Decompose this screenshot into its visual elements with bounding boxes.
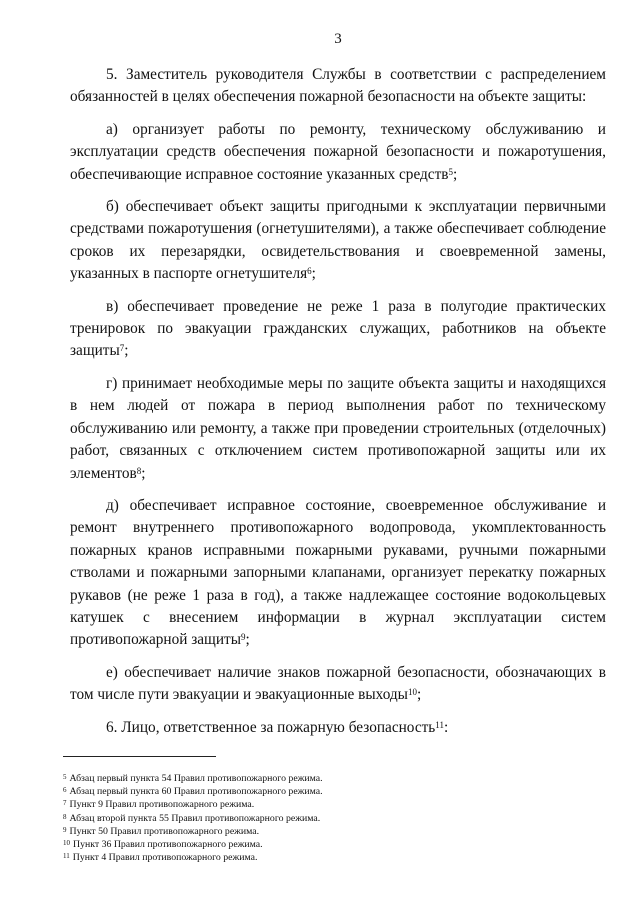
paragraph-subitem-b: б) обеспечивает объект защиты пригодными к эксплуатации первичными средствами пожаротушения (огнетушителями), а также обеспечивает соблюдение сроков их перезарядки, освидетельствования и своевременной замены, указанных в паспорте огнетушителя$^6$; bbox=[70, 198, 606, 283]
page-number: 3 bbox=[334, 31, 342, 47]
footnote-ref: 9 bbox=[240, 632, 246, 643]
paragraph-subitem-e: е) обеспечивает наличие знаков пожарной безопасности, обозначающих в том числе пути эвакуации и эвакуационные выходы$^{10}$; bbox=[70, 663, 606, 704]
footnote: $^7$ Пункт 9 Правил противопожарного режима. bbox=[63, 799, 255, 811]
footnote: $^{11}$ Пункт 4 Правил противопожарного режима. bbox=[63, 852, 258, 864]
paragraph-subitem-g: г) принимает необходимые меры по защите объекта защиты и находящихся в нем людей от пожара в период выполнения работ по техническому обслуживанию или ремонту, а также при проведении строительных (отделочных) работ, связанных с отключением систем противопожарной защиты или их элементов$^8$; bbox=[70, 374, 606, 482]
footnotes bbox=[63, 772, 583, 864]
footnote: $^6$ Абзац первый пункта 60 Правил противопожарного режима. bbox=[63, 786, 323, 798]
footnote-separator bbox=[63, 756, 216, 757]
paragraph-subitem-a: а) организует работы по ремонту, техническому обслуживанию и эксплуатации средств обеспечения пожарной безопасности и пожаротушения, обеспечивающие исправное состояние указанных средств$^5$; bbox=[70, 120, 606, 183]
footnote-ref: 10 bbox=[407, 687, 417, 698]
footnote: $^{10}$ Пункт 36 Правил противопожарного режима. bbox=[63, 839, 263, 851]
document-body bbox=[70, 64, 606, 749]
footnote-ref: 8 bbox=[136, 465, 142, 476]
paragraph-subitem-d: д) обеспечивает исправное состояние, своевременное обслуживание и ремонт внутреннего противопожарного водопровода, укомплектованность пожарных кранов исправными пожарными рукавами, ручными пожарными стволами и пожарными запорными клапанами, организует перекатку пожарных рукавов (не реже 1 раза в год), а также надлежащее состояние водокольцевых катушек с внесением информации в журнал эксплуатации систем противопожарной защиты$^9$; bbox=[70, 496, 606, 649]
footnote: $^9$ Пункт 50 Правил противопожарного режима. bbox=[63, 825, 260, 837]
paragraph-item-5: 5. Заместитель руководителя Службы в соответствии с распределением обязанностей в целях обеспечения пожарной безопасности на объекте защиты: bbox=[70, 66, 606, 106]
footnote: $^5$ Абзац первый пункта 54 Правил противопожарного режима. bbox=[63, 773, 323, 784]
footnote: $^8$ Абзац второй пункта 55 Правил противопожарного режима. bbox=[63, 812, 321, 824]
paragraph-item-6: 6. Лицо, ответственное за пожарную безопасность$^{11}$: bbox=[106, 718, 449, 736]
footnote-ref: 11 bbox=[435, 719, 444, 730]
footnote-ref: 6 bbox=[307, 266, 312, 277]
paragraph-subitem-v: в) обеспечивает проведение не реже 1 раза в полугодие практических тренировок по эвакуации гражданских служащих, работников на объекте защиты$^7$; bbox=[70, 297, 606, 360]
footnote-ref: 7 bbox=[119, 343, 125, 354]
footnote-ref: 5 bbox=[448, 166, 454, 177]
